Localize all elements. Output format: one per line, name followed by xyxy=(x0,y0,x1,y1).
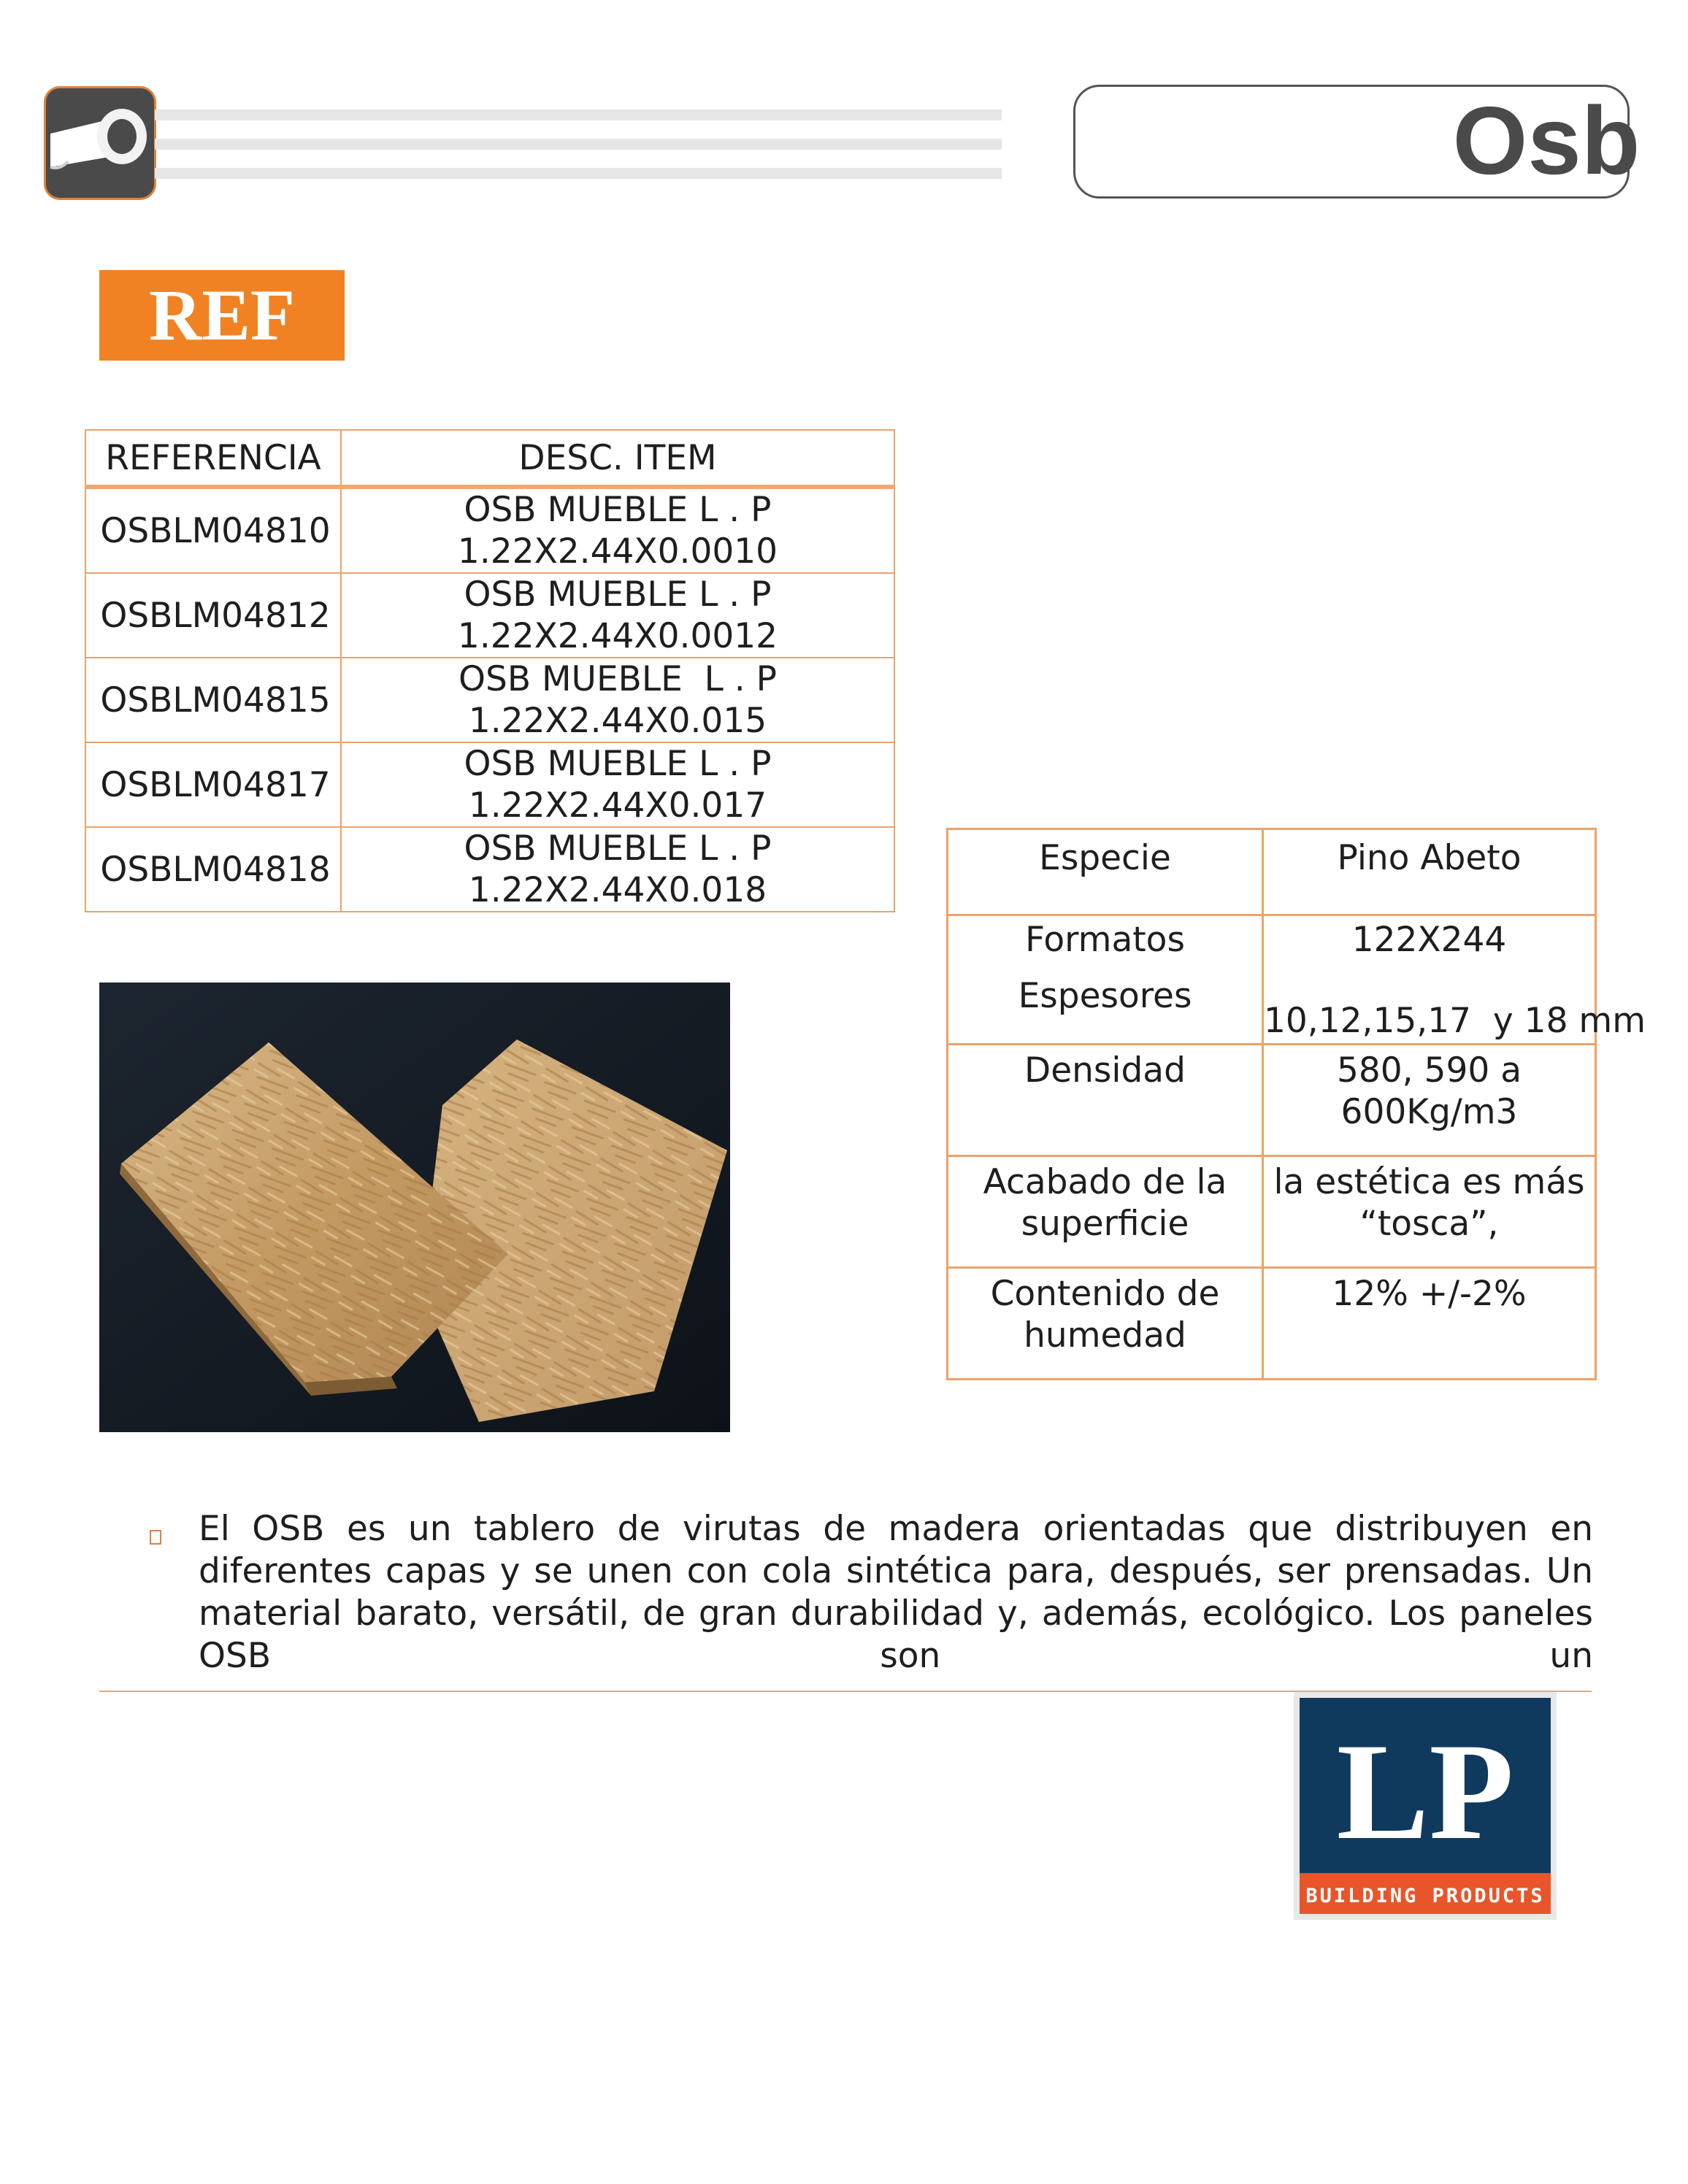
value-line: “tosca”, xyxy=(1359,1204,1499,1244)
table-row xyxy=(85,658,894,742)
lp-building-products-logo xyxy=(1294,1692,1557,1920)
desc-line: OSB MUEBLE L . P xyxy=(464,744,772,784)
reference-code: OSBLM04810 xyxy=(85,487,341,573)
desc-line: 1.22X2.44X0.0012 xyxy=(457,616,778,656)
item-description xyxy=(341,658,894,742)
formatos-label: Formatos xyxy=(1025,920,1185,960)
desc-line: OSB MUEBLE L . P xyxy=(464,574,772,615)
reference-code: OSBLM04818 xyxy=(85,827,341,912)
header-stripe xyxy=(155,139,1002,150)
label-line: superficie xyxy=(1021,1204,1189,1244)
reference-table xyxy=(85,429,895,912)
table-row xyxy=(85,742,894,827)
spec-row-densidad xyxy=(948,1045,1596,1156)
desc-line: OSB MUEBLE L . P xyxy=(464,490,772,530)
item-description xyxy=(341,827,894,912)
spec-label: Especie xyxy=(948,829,1263,915)
table-header-row xyxy=(85,430,894,487)
table-row xyxy=(85,487,894,573)
spec-row-formatos xyxy=(948,915,1596,1045)
column-header-desc-item: DESC. ITEM xyxy=(341,430,894,487)
desc-line: 1.22X2.44X0.0010 xyxy=(457,531,778,572)
spec-row-contenido xyxy=(948,1268,1596,1380)
item-description xyxy=(341,487,894,573)
espesores-value: 10,12,15,17 y 18 mm xyxy=(1264,1001,1646,1041)
spec-row-acabado xyxy=(948,1156,1596,1268)
value-line: 600Kg/m3 xyxy=(1340,1092,1518,1132)
spec-label xyxy=(948,915,1263,1045)
desc-line: 1.22X2.44X0.017 xyxy=(468,785,767,826)
label-line: Acabado de la xyxy=(983,1162,1227,1202)
bullet-marker-icon xyxy=(150,1530,161,1545)
desc-line: 1.22X2.44X0.018 xyxy=(468,870,767,910)
value-line: 580, 590 a xyxy=(1336,1050,1522,1091)
description-paragraph: El OSB es un tablero de virutas de madera orientadas que distribuyen en diferentes capas y se unen con cola sintética para, después, ser prensadas. Un material barato, versátil, de gran durabilidad y, además, ecológico. Los paneles OSB son un xyxy=(199,1509,1593,1676)
header-stripe xyxy=(155,168,1002,179)
spec-label xyxy=(948,1156,1263,1268)
spec-value: Pino Abeto xyxy=(1263,829,1596,915)
desc-line: OSB MUEBLE L . P xyxy=(458,659,777,699)
column-header-referencia: REFERENCIA xyxy=(85,430,341,487)
formatos-value: 122X244 xyxy=(1351,920,1507,960)
spec-value xyxy=(1263,1156,1596,1268)
lp-letters: LP xyxy=(1336,1715,1514,1869)
value-line: la estética es más xyxy=(1273,1162,1585,1202)
table-row xyxy=(85,573,894,658)
tape-roll-logo-icon xyxy=(44,86,156,200)
item-description xyxy=(341,573,894,658)
page-title: Osb xyxy=(1452,87,1641,194)
spec-label: Densidad xyxy=(948,1045,1263,1156)
reference-code: OSBLM04812 xyxy=(85,573,341,658)
desc-line: OSB MUEBLE L . P xyxy=(464,828,772,869)
spec-value xyxy=(1263,1045,1596,1156)
header-stripe xyxy=(155,109,1002,120)
spec-value: 12% +/-2% xyxy=(1263,1268,1596,1380)
osb-boards-photo xyxy=(99,983,730,1432)
item-description xyxy=(341,742,894,827)
reference-code: OSBLM04817 xyxy=(85,742,341,827)
lp-tagline: BUILDING PRODUCTS xyxy=(1305,1885,1545,1907)
espesores-label: Espesores xyxy=(1018,976,1192,1016)
label-line: humedad xyxy=(1024,1315,1186,1356)
table-row xyxy=(85,827,894,912)
spec-value xyxy=(1263,915,1646,1045)
desc-line: 1.22X2.44X0.015 xyxy=(468,701,767,741)
spec-table xyxy=(946,828,1646,1380)
ref-badge: REF xyxy=(99,270,345,361)
label-line: Contenido de xyxy=(990,1274,1220,1314)
spec-label xyxy=(948,1268,1263,1380)
spec-row-especie xyxy=(948,829,1596,915)
reference-code: OSBLM04815 xyxy=(85,658,341,742)
